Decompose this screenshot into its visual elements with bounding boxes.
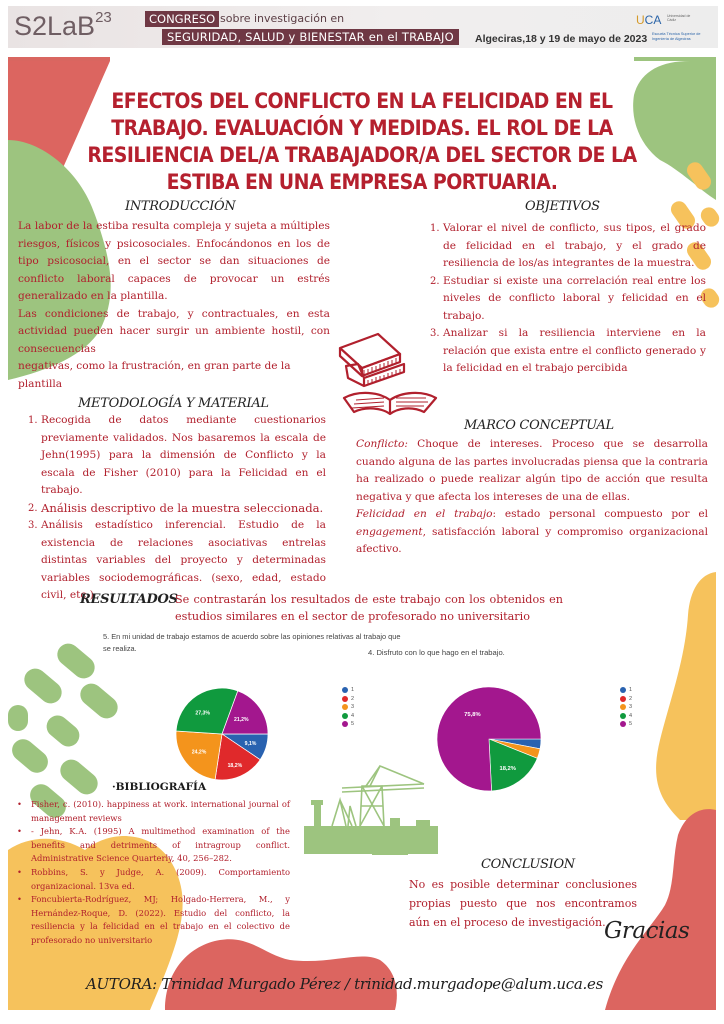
introduccion-paragraph-3: negativas, como la frustración, en gran parte de la plantilla: [18, 360, 291, 390]
legend-dot-icon: [342, 696, 348, 702]
legend-dot-icon: [342, 687, 348, 693]
poster-title: EFECTOS DEL CONFLICTO EN LA FELICIDAD EN EL TRABAJO. EVALUACIÓN Y MEDIDAS. EL ROL DE LA RESILIENCIA DEL/A TRABAJADOR/A DEL SECTOR DE LA ESTIBA EN UNA EMPRESA PORTUARIA.: [87, 89, 637, 195]
objetivo-item: 1. Valorar el nivel de conflicto, sus tipos, el grado de felicidad en el trabajo, y el grado de resiliencia de los/as integrantes de la muestra.: [430, 222, 706, 269]
metodologia-list: [28, 412, 326, 605]
legend-dot-icon: [620, 687, 626, 693]
bibliografia-heading: ·BIBLIOGRAFÍA: [112, 781, 207, 793]
author-line: AUTORA: Trinidad Murgado Pérez / trinidad.murgadope@alum.uca.es: [86, 975, 603, 993]
objetivo-item: 3. Analizar si la resiliencia interviene en la relación que exista entre el conflicto generado y la felicidad en el trabajo percibida: [430, 327, 706, 374]
objetivos-heading: OBJETIVOS: [525, 199, 600, 214]
pie-chart-q5-legend: [342, 686, 354, 729]
metodologia-item: 3. Análisis estadístico inferencial. Estudio de la existencia de relaciones asociativas entrelas distintas variables del proyecto y determinadas variables sociodemográficas. (sexo, edad, estado civil, etc.): [28, 519, 326, 601]
objetivos-list: [430, 220, 706, 378]
legend-dot-icon: [620, 704, 626, 710]
legend-item: 5: [620, 720, 632, 729]
legend-item: 4: [620, 712, 632, 721]
legend-dot-icon: [620, 721, 626, 727]
legend-item: 3: [342, 703, 354, 712]
legend-item: 2: [620, 695, 632, 704]
chart-4-title: 4. Disfruto con lo que hago en el trabajo.: [368, 648, 505, 657]
uca-logo: UCA: [636, 13, 662, 27]
conclusion-heading: CONCLUSION: [481, 857, 575, 872]
introduccion-body: [18, 218, 330, 393]
pie-chart-q4: [437, 687, 541, 791]
conference-banner: [8, 6, 718, 48]
svg-text:75,8%: 75,8%: [464, 712, 481, 719]
frame-accent-red: [8, 57, 110, 61]
uca-university-label: Universidad de Cádiz: [667, 14, 691, 22]
conclusion-text: No es posible determinar conclusiones propias puesto que nos encontramos aún en el proceso de investigación.: [409, 878, 637, 929]
metodologia-item: 1. Recogida de datos mediante cuestionarios previamente validados. Nos basaremos la escala de Jehn(1995) para la dimensión de Conflicto y la escala de Fisher (2010) para la Felicidad en el trabajo.: [28, 414, 326, 496]
svg-text:9,1%: 9,1%: [244, 741, 257, 748]
legend-item: 3: [620, 703, 632, 712]
svg-text:21,2%: 21,2%: [234, 717, 249, 724]
legend-dot-icon: [342, 721, 348, 727]
objetivo-item: 2. Estudiar si existe una correlación real entre los niveles de conflicto laboral y felicidad en el trabajo.: [430, 274, 706, 322]
marco-conceptual-heading: MARCO CONCEPTUAL: [464, 418, 614, 433]
pie-chart-q4-legend: [620, 686, 632, 729]
banner-place-date: Algeciras,18 y 19 de mayo de 2023: [475, 33, 648, 45]
bibliografia-item: • - Jehn, K.A. (1995) A multimethod examination of the benefits and detriments of intragroup conflict. Administrative Science Quarterly, 40, 256–282.: [12, 825, 290, 866]
marco-conceptual-body: [356, 436, 708, 559]
banner-congreso-label: CONGRESO: [145, 11, 219, 27]
bibliografia-item: • Fisher, c. (2010). happiness at work. international journal of management reviews: [12, 798, 290, 825]
introduccion-paragraph-2: Las condiciones de trabajo, y contractuales, en esta actividad pueden hacer surgir un ambiente hostil, con consecuencias: [18, 307, 330, 355]
legend-dot-icon: [620, 713, 626, 719]
resultados-text: Se contrastarán los resultados de este trabajo con los obtenidos en estudios similares en el sector de profesorado no universitario: [175, 593, 563, 623]
introduccion-paragraph-1: La labor de la estiba resulta compleja y sujeta a múltiples riesgos, físicos y psicosociales. Enfocándonos en los de tipo psicosocial, en el sector se dan situaciones de conflicto laboral capaces de provocar un estrés generalizado en la plantilla.: [18, 220, 330, 302]
legend-dot-icon: [342, 713, 348, 719]
gracias-signature: Gracias: [604, 918, 690, 944]
introduccion-heading: INTRODUCCIÓN: [125, 199, 236, 214]
legend-dot-icon: [342, 704, 348, 710]
books-illustration-icon: [334, 320, 442, 416]
resultados-heading: RESULTADOS: [80, 592, 178, 607]
legend-dot-icon: [620, 696, 626, 702]
s2lab-logo: S2LaB$^{23}$: [14, 9, 112, 41]
svg-text:27,3%: 27,3%: [195, 710, 210, 717]
bibliografia-item: • Foncubierta-Rodríguez, MJ; Holgado-Herrera, M., y Hernández-Roque, D. (2022). Estudio del conflicto, la resiliencia y la felicidad en el trabajo en el colectivo de profesorado no universitario: [12, 893, 290, 947]
legend-item: 1: [342, 686, 354, 695]
svg-text:18,2%: 18,2%: [499, 766, 516, 773]
bibliografia-list: [12, 798, 290, 948]
legend-item: 5: [342, 720, 354, 729]
chart-5-title: 5. En mi unidad de trabajo estamos de acuerdo sobre las opiniones relativas al trabajo que se realiza.: [103, 632, 401, 653]
legend-item: 2: [342, 695, 354, 704]
banner-sobre-text: sobre investigación en: [220, 12, 345, 25]
port-crane-icon: [304, 762, 444, 854]
banner-subtitle: SEGURIDAD, SALUD y BIENESTAR en el TRABAJO: [162, 29, 459, 45]
legend-item: 4: [342, 712, 354, 721]
svg-text:24,2%: 24,2%: [191, 749, 207, 756]
bibliografia-item: • Robbins, S. y Judge, A. (2009). Comportamiento organizacional. 13va ed.: [12, 866, 290, 893]
metodologia-item: 2. Análisis descriptivo de la muestra seleccionada.: [28, 500, 324, 515]
legend-item: 1: [620, 686, 632, 695]
frame-accent-green: [634, 57, 716, 61]
marco-conflicto-definition: Conflicto: Choque de intereses. Proceso que se desarrolla cuando alguna de las partes involucradas piensa que la contraria ha realizado o puede realizar algún tipo de acción que resulta negativa y que afecta los intereses de una de ellas.: [356, 438, 708, 503]
escuela-label: Escuela Técnica Superior de Ingeniería de Algeciras: [652, 32, 701, 41]
metodologia-heading: METODOLOGÍA Y MATERIAL: [78, 396, 269, 411]
svg-text:18,2%: 18,2%: [227, 763, 243, 770]
pie-chart-q5: [176, 688, 268, 780]
marco-felicidad-definition: Felicidad en el trabajo: estado personal compuesto por el engagement, satisfacción laboral y compromiso organizacional afectivo.: [356, 508, 708, 555]
